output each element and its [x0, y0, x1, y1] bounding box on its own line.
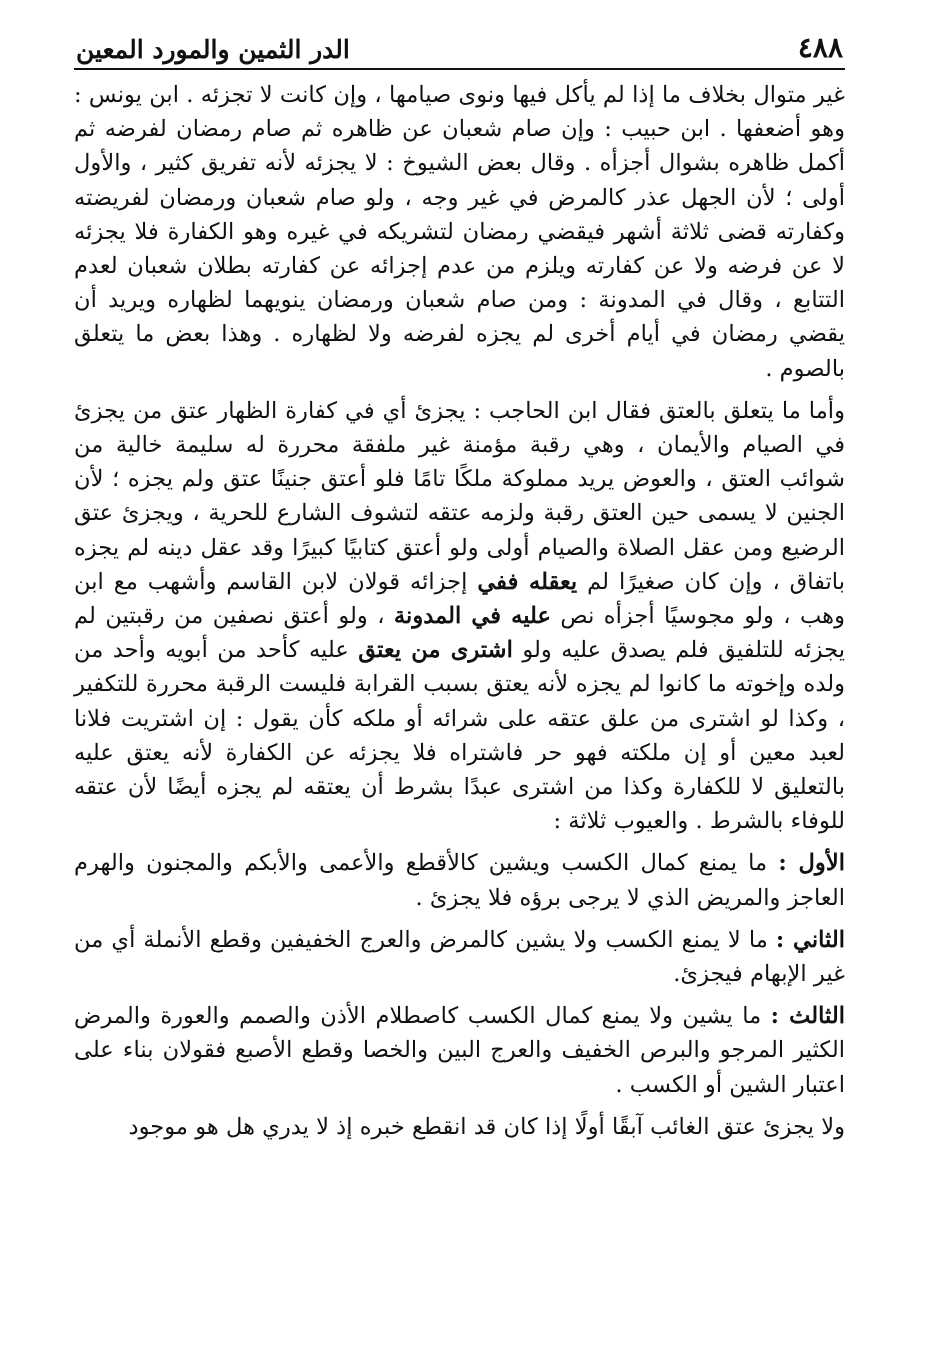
paragraph-text: إجزائه قولان لابن القاسم وأشهب مع ابن وهب ، ولو مجوسيًا أجزأه نص: [74, 568, 845, 630]
bold-term: عليه في المدونة: [393, 603, 552, 630]
bold-term: اشترى من يعتق: [358, 637, 513, 664]
page-number: ٤٨٨: [797, 31, 843, 64]
running-title: الدر الثمين والمورد المعين: [76, 35, 350, 64]
defect-heading: الثاني :: [775, 926, 845, 953]
paragraph-defect-second: [74, 923, 845, 991]
paragraph-absent-slave: ولا يجزئ عتق الغائب آبقًا أولًا إذا كان قد انقطع خبره إذ لا يدري هل هو موجود: [128, 1113, 845, 1140]
page-header: [74, 30, 845, 70]
page-body: [74, 78, 845, 1144]
paragraph-fasting: غير متوال بخلاف ما إذا لم يأكل فيها ونوى صيامها ، وإن كانت لا تجزئه . ابن يونس : وهو أضعفها . ابن حبيب : وإن صام شعبان عن ظاهره ثم صام رمضان لفرضه ثم أكمل ظاهره بشوال أجزأه . وقال بعض الشيوخ : لا يجزئه لأنه تفريق كثير ، والأول أولى ؛ لأن الجهل عذر كالمرض في غير وجه ، ولو صام شعبان ورمضان لفريضته وكفارته قضى ثلاثة أشهر فيقضي رمضان لتشريكه في غيره وهو الكفارة فلا يجزئه لا عن فرضه ولا عن كفارته ويلزم من عدم إجزائه عن كفارته بطلان شعبان لعدم التتابع ، وقال في المدونة : ومن صام شعبان ورمضان ينويهما لظهاره ويريد أن يقضي رمضان في أيام أخرى لم يجزه لفرضه ولا لظهاره . وهذا بعض ما يتعلق بالصوم .: [74, 82, 845, 382]
paragraph-manumission: [74, 394, 845, 839]
defect-heading: الثالث :: [770, 1003, 845, 1030]
paragraph-text: ما يمنع كمال الكسب ويشين كالأقطع والأعمى والأبكم والمجنون والهرم العاجز والمريض الذي لا يرجى برؤه فلا يجزئ .: [74, 850, 845, 911]
paragraph-text: ، ولو أعتق نصفين من رقبتين لم يجزئه للتلفيق فلم يصدق عليه ولو: [74, 603, 846, 664]
paragraph-defect-third: [74, 999, 845, 1102]
defect-heading: الأول :: [778, 850, 845, 877]
bold-term: يعقله ففي: [477, 568, 578, 595]
paragraph-text: ما يشين ولا يمنع كمال الكسب كاصطلام الأذن والصمم والعورة والمرض الكثير المرجو والبرص الخفيف والعرج البين والخصا وقطع الأصبع فقولان بناء على اعتبار الشين أو الكسب .: [74, 1003, 845, 1098]
paragraph-text: وأما ما يتعلق بالعتق فقال ابن الحاجب : يجزئ أي في كفارة الظهار عتق من يجزئ في الصيام والأيمان ، وهي رقبة مؤمنة غير ملفقة محررة له سليمة خالية من شوائب العتق ، والعوض يريد مملوكة ملكًا تامًا فلو أعتق جنينًا عتق ولم يجزه ؛ لأن الجنين لا يسمى حين العتق رقبة ولزمه عتقه لتشوف الشارع للحرية ، ويجزئ عتق الرضيع ومن عقل الصلاة والصيام أولى ولو أعتق كتابيًا كبيرًا وقد عقل دينه لم يجزه باتفاق ، وإن كان صغيرًا لم: [74, 397, 845, 595]
paragraph-text: ما لا يمنع الكسب ولا يشين كالمرض والعرج الخفيفين وقطع الأنملة أي من غير الإبهام فيجزئ.: [74, 926, 845, 988]
paragraph-defect-first: [74, 846, 845, 914]
paragraph-text: عليه كأحد من أبويه وأحد من ولده وإخوته ما كانوا لم يجزه لأنه يعتق بسبب القرابة فليست الرقبة محررة للتكفير ، وكذا لو اشترى من علق عتقه على شرائه أو ملكه كأن يقول : إن اشتريت فلانا لعبد معين أو إن ملكته فهو حر فاشتراه فلا يجزئه عن الكفارة لأنه يعتق عليه بالتعليق لا للكفارة وكذا من اشترى عبدًا بشرط أن يعتقه لم يجزه أيضًا لأن عتقه للوفاء بالشرط . والعيوب ثلاثة :: [74, 637, 845, 835]
